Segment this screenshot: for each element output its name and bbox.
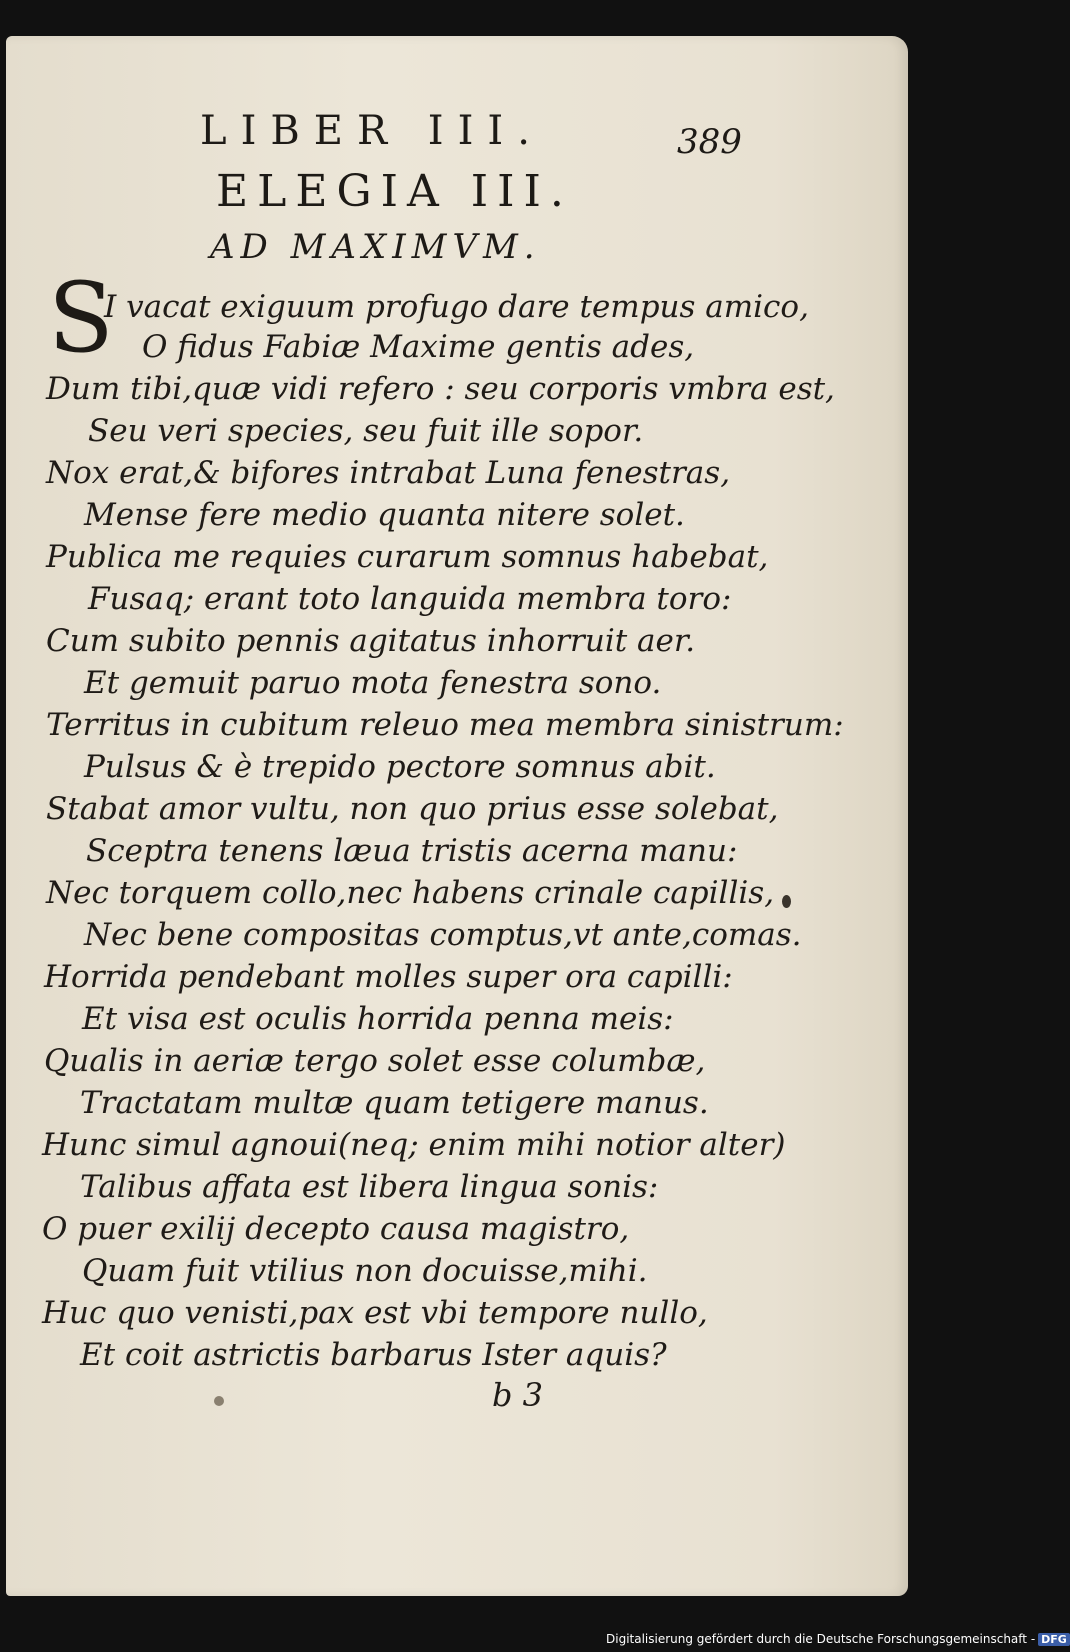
digitization-credit <box>606 1632 1070 1646</box>
verse-line: Nox erat,& bifores intrabat Luna fenestras, <box>46 455 731 491</box>
verse-line: Cum subito pennis agitatus inhorruit aer. <box>46 623 696 659</box>
credit-text: Digitalisierung gefördert durch die Deutsche Forschungsgemeinschaft - <box>606 1632 1036 1646</box>
ink-spot <box>782 895 791 908</box>
drop-cap: S <box>48 262 114 374</box>
signature-mark: b 3 <box>492 1376 544 1414</box>
verse-line: Territus in cubitum releuo mea membra sinistrum: <box>46 707 844 743</box>
verse-line: O puer exilij decepto causa magistro, <box>42 1211 630 1247</box>
dfg-logo: DFG <box>1038 1633 1070 1646</box>
verse-line: Hunc simul agnoui(neq; enim mihi notior alter) <box>42 1127 786 1163</box>
verse-line: Fusaq; erant toto languida membra toro: <box>88 581 732 617</box>
verse-line: I vacat exiguum profugo dare tempus amico, <box>104 289 809 325</box>
verse-line: Talibus affata est libera lingua sonis: <box>80 1169 659 1205</box>
verse-line: Tractatam multæ quam tetigere manus. <box>80 1085 709 1121</box>
page-number: 389 <box>677 122 742 162</box>
verse-line: Sceptra tenens læua tristis acerna manu: <box>86 833 738 869</box>
verse-line: Et gemuit paruo mota fenestra sono. <box>84 665 662 701</box>
verse-line: Et visa est oculis horrida penna meis: <box>82 1001 674 1037</box>
verse-line: Pulsus & è trepido pectore somnus abit. <box>84 749 716 785</box>
elegy-title: ELEGIA III. <box>216 166 573 217</box>
verse-line: Horrida pendebant molles super ora capilli: <box>44 959 733 995</box>
verse-line: Seu veri species, seu fuit ille sopor. <box>88 413 644 449</box>
verse-line: Nec bene compositas comptus,vt ante,comas. <box>84 917 802 953</box>
verse-line: Qualis in aeriæ tergo solet esse columbæ, <box>44 1043 706 1079</box>
verse-line: O fidus Fabiæ Maxime gentis ades, <box>142 329 695 365</box>
verse-line: Mense fere medio quanta nitere solet. <box>84 497 685 533</box>
ink-spot <box>214 1396 224 1406</box>
verse-line: Publica me requies curarum somnus habebat, <box>46 539 769 575</box>
verse-line: Stabat amor vultu, non quo prius esse solebat, <box>46 791 779 827</box>
running-header: LIBER III. <box>200 108 544 154</box>
verse-line: Quam fuit vtilius non docuisse,mihi. <box>82 1253 648 1289</box>
verse-line: Nec torquem collo,nec habens crinale capillis, <box>46 875 775 911</box>
dedication-heading: AD MAXIMVM. <box>210 227 541 267</box>
verse-line: Dum tibi,quæ vidi refero : seu corporis vmbra est, <box>46 371 835 407</box>
verse-line: Huc quo venisti,pax est vbi tempore nullo, <box>42 1295 708 1331</box>
verse-line: Et coit astrictis barbarus Ister aquis? <box>80 1337 667 1373</box>
